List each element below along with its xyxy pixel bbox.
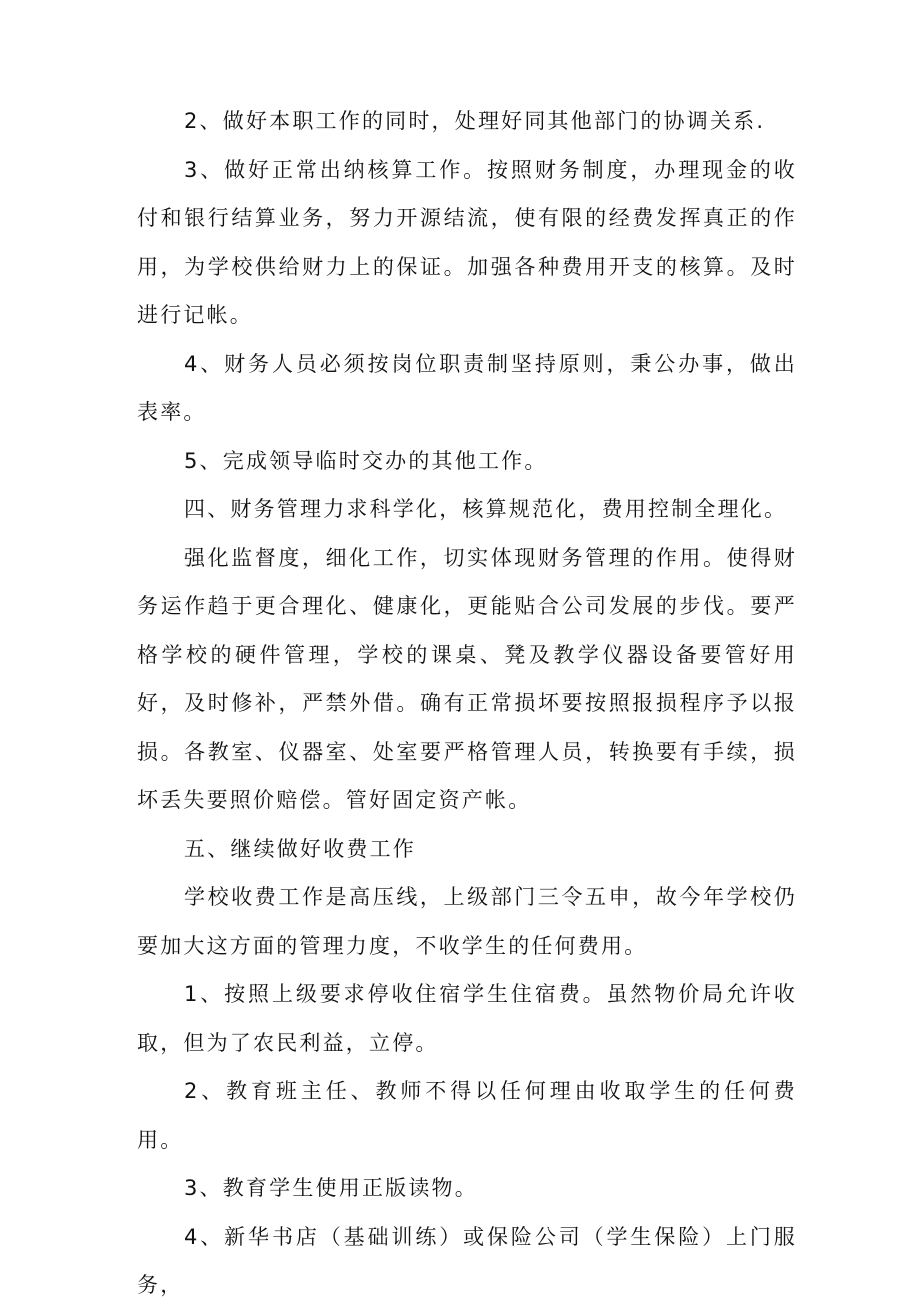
- paragraph-item-2: 2、做好本职工作的同时，处理好同其他部门的协调关系.: [184, 109, 766, 133]
- section-four-body: 强化监督度，细化工作，切实体现财务管理的作用。使得财务运作趋于更合理化、健康化，更能贴合公司发展的步伐。要严格学校的硬件管理，学校的课桌、凳及教学仪器设备要管好用好，及时修补，严禁外借。确有正常损坏要按照报损程序予以报损。各教室、仪器室、处室要严格管理人员，转换要有手续，损坏丢失要照价赔偿。管好固定资产帐。: [137, 545, 797, 812]
- document-body: [137, 97, 797, 1310]
- fee-item-4: 4、新华书店（基础训练）或保险公司（学生保险）上门服务，: [137, 1224, 797, 1297]
- fee-item-3: 3、教育学生使用正版读物。: [184, 1176, 478, 1200]
- section-five-intro: 学校收费工作是高压线，上级部门三令五申，故今年学校仍要加大这方面的管理力度，不收学生的任何费用。: [137, 885, 797, 958]
- paragraph-item-4: 4、财务人员必须按岗位职责制坚持原则，秉公办事，做出表率。: [137, 351, 797, 424]
- section-heading-five: 五、继续做好收费工作: [184, 836, 416, 861]
- fee-item-1: 1、按照上级要求停收住宿学生住宿费。虽然物价局允许收取，但为了农民利益，立停。: [137, 982, 797, 1055]
- paragraph-item-3: 3、做好正常出纳核算工作。按照财务制度，办理现金的收付和银行结算业务，努力开源结流，使有限的经费发挥真正的作用，为学校供给财力上的保证。加强各种费用开支的核算。及时进行记帐。: [137, 157, 797, 327]
- paragraph-item-5: 5、完成领导临时交办的其他工作。: [184, 448, 548, 473]
- fee-item-2: 2、教育班主任、教师不得以任何理由收取学生的任何费用。: [137, 1079, 797, 1152]
- section-heading-four: 四、财务管理力求科学化，核算规范化，费用控制全理化。: [184, 497, 788, 521]
